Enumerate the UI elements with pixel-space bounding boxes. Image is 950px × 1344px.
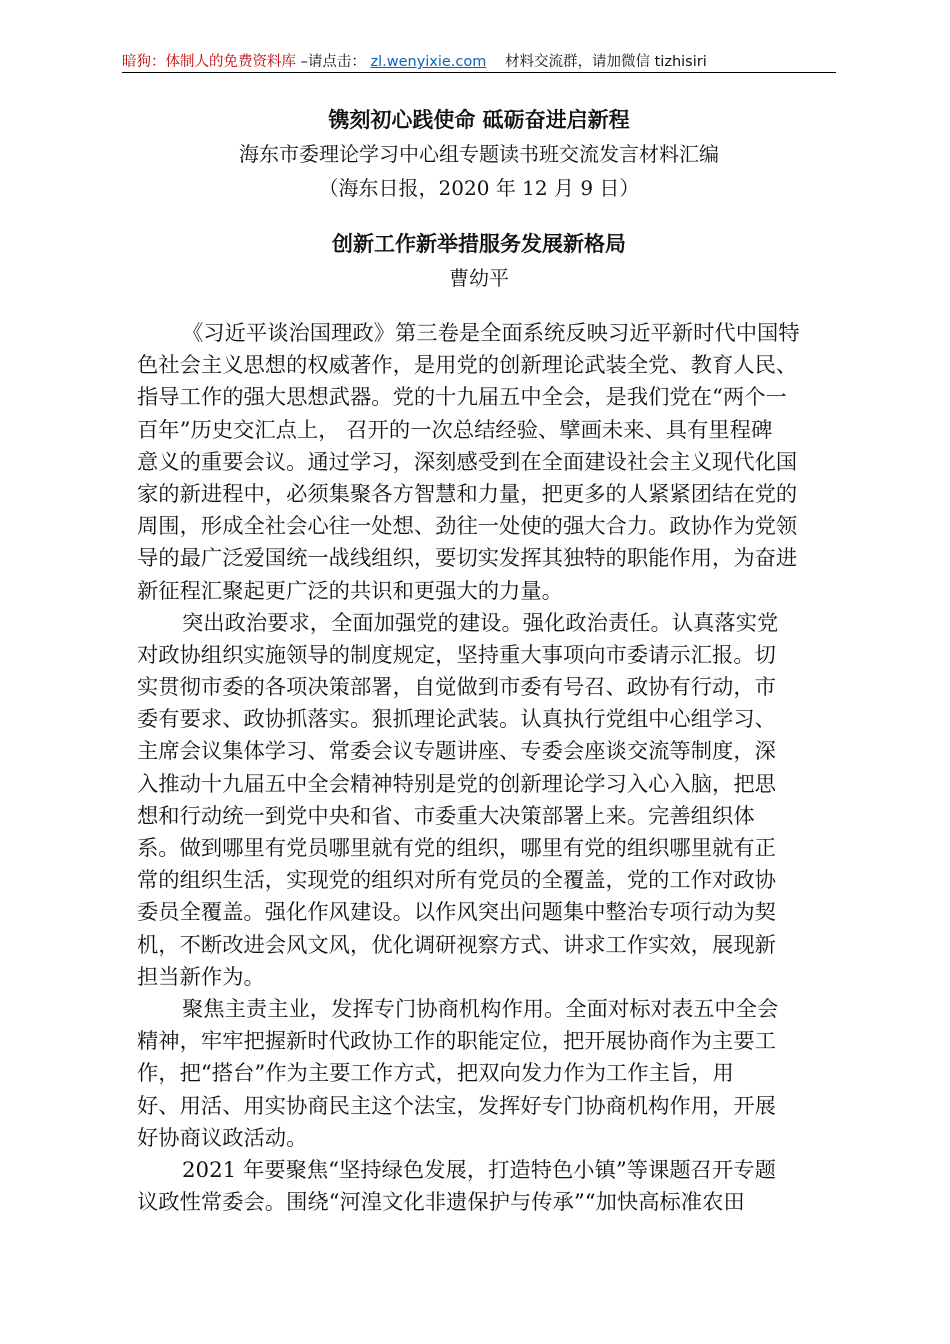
body-line: 周围，形成全社会心往一处想、劲往一处使的强大合力。政协作为党领	[137, 514, 798, 540]
header-promo: 暗狗：体制人的免费资料库	[122, 54, 296, 70]
body-line: 好协商议政活动。	[137, 1125, 308, 1151]
body-line: 实贯彻市委的各项决策部署，自觉做到市委有号召、政协有行动，市	[137, 675, 776, 701]
article-author: 曹幼平	[449, 266, 509, 290]
body-line: 机，不断改进会风文风，优化调研视察方式、讲求工作实效，展现新	[137, 932, 776, 958]
body-line: 好、用活、用实协商民主这个法宝，发挥好专门协商机构作用，开展	[137, 1093, 776, 1119]
article-body	[137, 318, 831, 1219]
body-line: 家的新进程中，必须集聚各方智慧和力量，把更多的人紧紧团结在党的	[137, 481, 798, 507]
body-line: 作，把“搭台”作为主要工作方式，把双向发力作为工作主旨，用	[137, 1061, 734, 1087]
body-line: 《习近平谈治国理政》第三卷是全面系统反映习近平新时代中国特	[182, 321, 800, 346]
body-line: 聚焦主责主业，发挥专门协商机构作用。全面对标对表五中全会	[182, 996, 779, 1022]
body-line: 主席会议集体学习、常委会议专题讲座、专委会座谈交流等制度，深	[137, 739, 776, 765]
body-line: 突出政治要求，全面加强党的建设。强化政治责任。认真落实党	[182, 610, 779, 636]
body-line: 议政性常委会。围绕“河湟文化非遗保护与传承”“加快高标准农田	[137, 1190, 745, 1216]
body-line: 百年”历史交汇点上， 召开的一次总结经验、擘画未来、具有里程碑	[137, 417, 773, 443]
document-source: （海东日报，2020 年 12 月 9 日）	[318, 176, 640, 200]
header-wechat: 材料交流群，请加微信 tizhisiri	[505, 54, 707, 70]
body-line: 对政协组织实施领导的制度规定，坚持重大事项向市委请示汇报。切	[137, 642, 776, 668]
header-link[interactable]: zl.wenyixie.com	[370, 54, 487, 70]
body-line: 2021 年要聚焦“坚持绿色发展，打造特色小镇”等课题召开专题	[182, 1157, 776, 1183]
body-line: 新征程汇聚起更广泛的共识和更强大的力量。	[137, 578, 563, 604]
body-line: 导的最广泛爱国统一战线组织，要切实发挥其独特的职能作用，为奋进	[137, 546, 798, 572]
body-line: 担当新作为。	[137, 964, 265, 990]
page-header	[122, 50, 836, 72]
body-line: 指导工作的强大思想武器。党的十九届五中全会，是我们党在“两个一	[137, 385, 787, 411]
body-line: 常的组织生活，实现党的组织对所有党员的全覆盖，党的工作对政协	[137, 868, 776, 894]
body-line: 色社会主义思想的权威著作，是用党的创新理论武装全党、教育人民、	[137, 353, 798, 379]
body-line: 委有要求、政协抓落实。狠抓理论武装。认真执行党组中心组学习、	[137, 707, 776, 733]
body-line: 入推动十九届五中全会精神特别是党的创新理论学习入心入脑，把思	[137, 771, 776, 797]
header-click-prompt: –请点击：	[300, 54, 366, 70]
article-title: 创新工作新举措服务发展新格局	[332, 231, 626, 256]
body-line: 精神，牢牢把握新时代政协工作的职能定位，把开展协商作为主要工	[137, 1029, 776, 1055]
body-line: 想和行动统一到党中央和省、市委重大决策部署上来。完善组织体	[137, 803, 755, 829]
header-divider	[122, 72, 836, 73]
document-title: 镌刻初心践使命 砥砺奋进启新程	[328, 107, 630, 132]
body-line: 系。做到哪里有党员哪里就有党的组织，哪里有党的组织哪里就有正	[137, 836, 776, 861]
document-subtitle: 海东市委理论学习中心组专题读书班交流发言材料汇编	[239, 142, 719, 166]
body-line: 意义的重要会议。通过学习，深刻感受到在全面建设社会主义现代化国	[137, 449, 798, 475]
body-line: 委员全覆盖。强化作风建设。以作风突出问题集中整治专项行动为契	[137, 900, 776, 926]
